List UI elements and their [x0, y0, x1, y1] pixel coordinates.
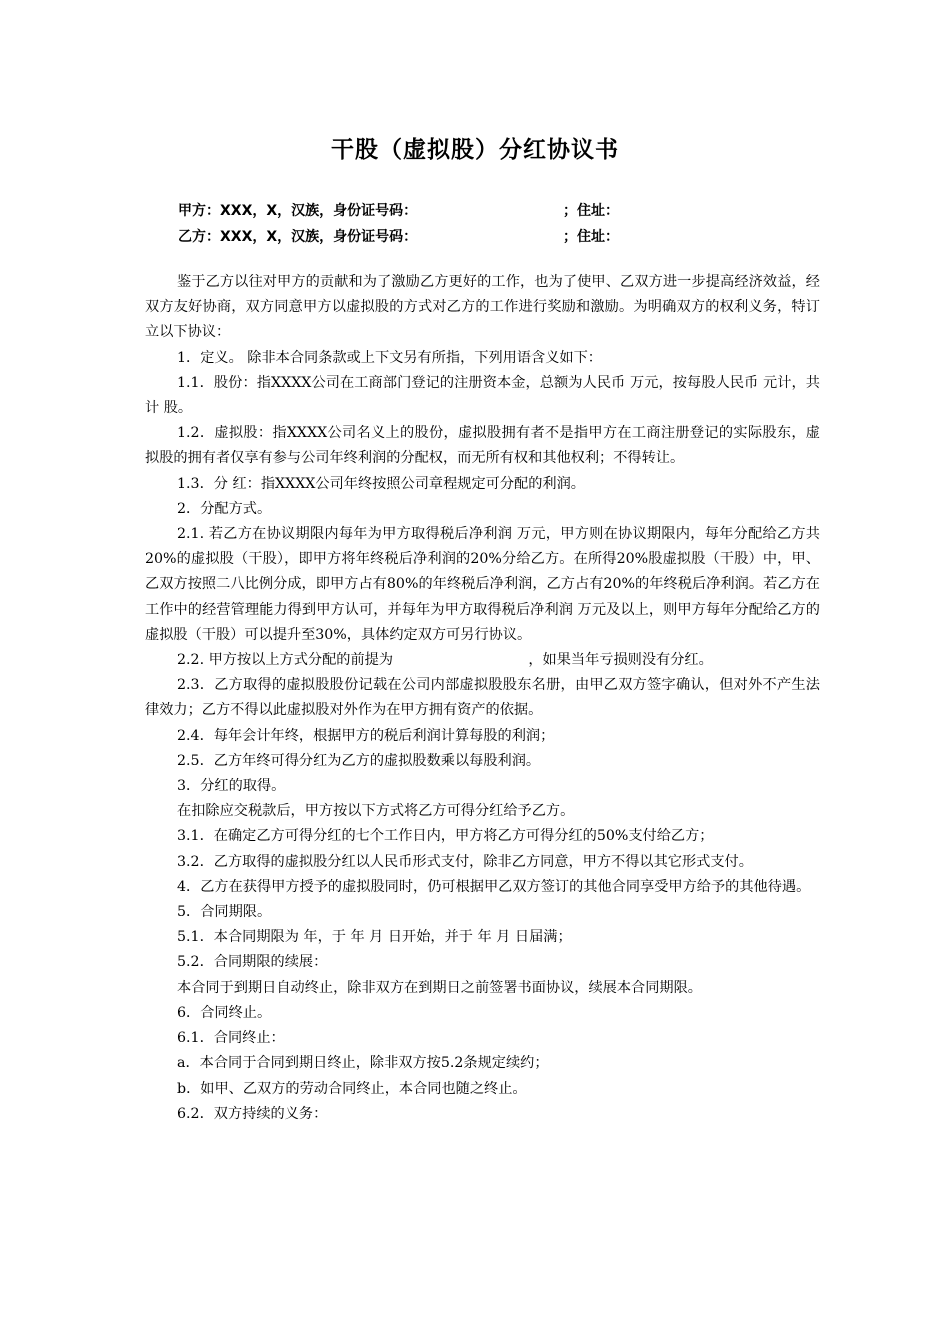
party-b-line [178, 227, 738, 247]
clause-2-2: 2.2. 甲方按以上方式分配的前提为 ，如果当年亏损则没有分红。 [177, 652, 713, 669]
clause-4: 4．乙方在获得甲方授予的虚拟股同时，仍可根据甲乙双方签订的其他合同享受甲方给予的其他待遇。 [177, 878, 811, 895]
clause-2-1: 2.1. 若乙方在协议期限内每年为甲方取得税后净利润 万元，甲方则在协议期限内，每年分配给乙方共20%的虚拟股（干股），即甲方将年终税后净利润的20%分给乙方。在所得20%股虚拟股（干股）中，甲、乙双方按照二八比例分成，即甲方占有80%的年终税后净利润，乙方占有20%的年终税后净利润。若乙方在工作中的经营管理能力得到甲方认可，并每年为甲方取得税后净利润 万元及以上，则甲方每年分配给乙方的虚拟股（干股）可以提升至30%，具体约定双方可另行协议。 [145, 526, 820, 643]
clause-3-1: 3.1．在确定乙方可得分红的七个工作日内，甲方将乙方可得分红的50%支付给乙方； [177, 828, 714, 845]
clause-1-heading: 1．定义。 除非本合同条款或上下文另有所指，下列用语含义如下： [177, 349, 602, 366]
clause-3-2: 3.2．乙方取得的虚拟股分红以人民币形式支付，除非乙方同意，甲方不得以其它形式支付。 [177, 853, 753, 870]
clause-2-heading: 2．分配方式。 [177, 500, 272, 517]
agreement-body [145, 270, 820, 1127]
clause-5-1: 5.1．本合同期限为 年，于 年 月 日开始，并于 年 月 日届满； [177, 929, 572, 946]
party-a-info: 甲方：XXX，X，汉族，身份证号码： [178, 203, 418, 219]
party-b-info: 乙方：XXX，X，汉族，身份证号码： [178, 229, 418, 245]
party-b-address: ；住址： [563, 229, 619, 245]
clause-1-3: 1.3．分 红：指XXXX公司年终按照公司章程规定可分配的利润。 [177, 475, 585, 492]
clause-2-3: 2.3．乙方取得的虚拟股股份记载在公司内部虚拟股股东名册，由甲乙双方签字确认，但对外不产生法律效力；乙方不得以此虚拟股对外作为在甲方拥有资产的依据。 [145, 677, 820, 719]
clause-5-2: 5.2．合同期限的续展： [177, 954, 328, 971]
clause-5-2-text: 本合同于到期日自动终止，除非双方在到期日之前签署书面协议，续展本合同期限。 [177, 979, 702, 996]
party-a-address: ；住址： [563, 203, 619, 219]
party-a-line [178, 201, 738, 221]
clause-2-5: 2.5．乙方年终可得分红为乙方的虚拟股数乘以每股利润。 [177, 752, 541, 769]
clause-5-heading: 5．合同期限。 [177, 904, 272, 921]
clause-2-4: 2.4．每年会计年终，根据甲方的税后利润计算每股的利润； [177, 727, 555, 744]
clause-1-2: 1.2．虚拟股：指XXXX公司名义上的股份，虚拟股拥有者不是指甲方在工商注册登记的实际股东，虚拟股的拥有者仅享有参与公司年终利润的分配权，而无所有权和其他权利；不得转让。 [145, 425, 820, 467]
clause-6-1-a: a．本合同于合同到期日终止，除非双方按5.2条规定续约； [177, 1055, 549, 1072]
clause-6-heading: 6．合同终止。 [177, 1004, 272, 1021]
clause-6-2: 6.2．双方持续的义务： [177, 1105, 328, 1122]
clause-3-heading: 3．分红的取得。 [177, 778, 286, 795]
clause-3-intro: 在扣除应交税款后，甲方按以下方式将乙方可得分红给予乙方。 [177, 803, 575, 820]
preamble-paragraph: 鉴于乙方以往对甲方的贡献和为了激励乙方更好的工作，也为了使甲、乙双方进一步提高经济效益，经双方友好协商，双方同意甲方以虚拟股的方式对乙方的工作进行奖励和激励。为明确双方的权利义务，特订立以下协议： [145, 274, 820, 341]
clause-6-1-b: b．如甲、乙双方的劳动合同终止，本合同也随之终止。 [177, 1080, 527, 1097]
document-title: 干股（虚拟股）分红协议书 [331, 137, 619, 163]
clause-6-1: 6.1．合同终止： [177, 1030, 285, 1047]
clause-1-1: 1.1．股份：指XXXX公司在工商部门登记的注册资本金，总额为人民币 万元，按每股人民币 元计，共计 股。 [145, 374, 820, 417]
